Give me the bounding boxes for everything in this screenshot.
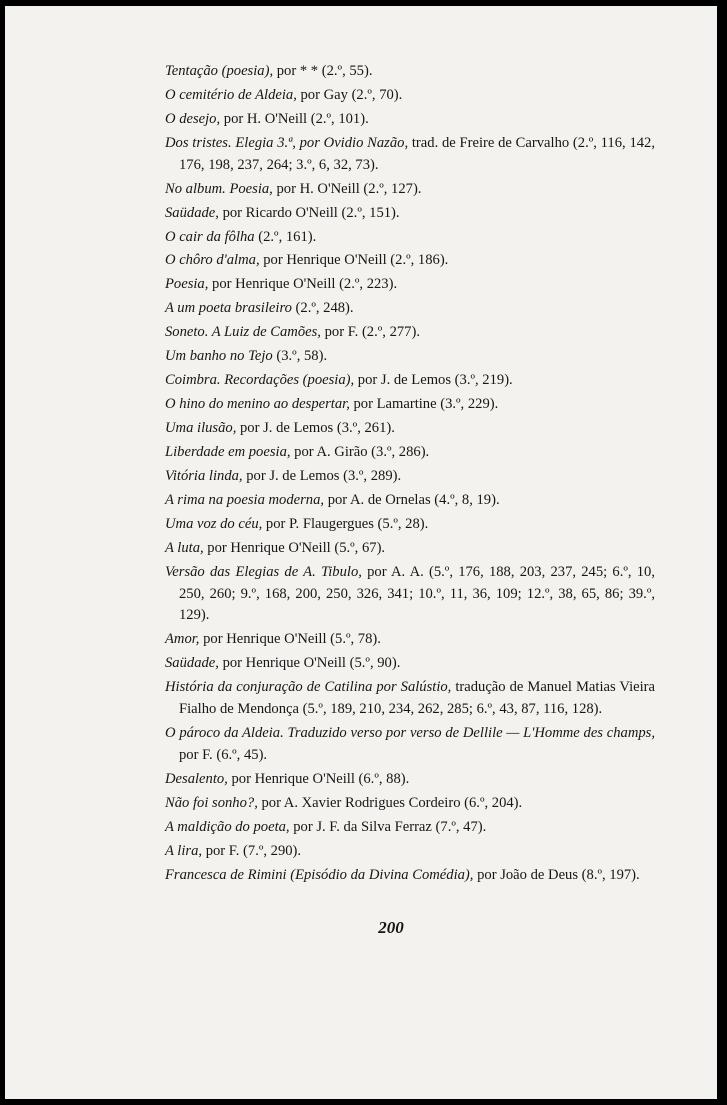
entry-title: Uma voz do céu,	[165, 516, 263, 533]
entry-details: por P. Flaugergues (5.º, 28).	[262, 516, 429, 533]
entry-title: Amor,	[165, 631, 200, 648]
index-entry	[165, 817, 655, 839]
entry-details: por Henrique O'Neill (5.º, 90).	[218, 655, 401, 672]
entry-details: (2.º, 161).	[254, 228, 317, 245]
entry-title: História da conjuração de Catilina por Salústio,	[165, 679, 452, 696]
entry-title: O chôro d'alma,	[165, 252, 260, 269]
entry-title: Não foi sonho?,	[165, 794, 258, 811]
index-entry	[165, 538, 655, 560]
index-entry	[165, 250, 655, 272]
index-entry	[165, 133, 655, 176]
entry-title: Tentação (poesia),	[165, 63, 274, 79]
entry-details: por Henrique O'Neill (2.º, 186).	[259, 252, 449, 269]
page-number: 200	[378, 918, 404, 937]
index-list	[165, 61, 655, 889]
entry-title: O cair da fôlha	[165, 228, 255, 245]
entry-details: por Lamartine (3.º, 229).	[349, 396, 499, 413]
entry-details: por H. O'Neill (2.º, 127).	[272, 180, 422, 197]
entry-details: por J. de Lemos (3.º, 261).	[236, 420, 395, 437]
entry-title: O hino do menino ao despertar,	[165, 396, 350, 413]
entry-details: por A. A. (5.º, 176, 188, 203, 237, 245; 6.º, 10, 250, 260; 9.º, 168, 200, 250, 326, 341; 10.º, 11, 36, 109; 12.º, 38, 65, 86; 39.º, 129).	[179, 564, 655, 624]
entry-title: Saüdade,	[165, 655, 219, 672]
index-entry	[165, 61, 655, 83]
entry-title: O desejo,	[165, 110, 221, 127]
index-entry	[165, 85, 655, 107]
index-entry	[165, 562, 655, 627]
entry-title: O pároco da Aldeia. Traduzido verso por verso de Dellile — L'Homme des champs,	[165, 725, 655, 741]
entry-title: A luta,	[165, 540, 204, 557]
index-entry	[165, 179, 655, 201]
index-entry	[165, 227, 655, 249]
entry-details: (3.º, 58).	[272, 348, 328, 365]
entry-title: Desalento,	[165, 770, 228, 787]
entry-title: A maldição do poeta,	[165, 818, 290, 835]
entry-details: por Henrique O'Neill (2.º, 223).	[208, 276, 398, 293]
entry-title: Francesca de Rimini (Episódio da Divina Comédia),	[165, 866, 474, 883]
entry-details: por H. O'Neill (2.º, 101).	[220, 110, 369, 127]
index-entry	[165, 322, 655, 344]
entry-details: por A. Xavier Rodrigues Cordeiro (6.º, 204).	[257, 794, 523, 811]
index-entry	[165, 490, 655, 512]
index-entry	[165, 653, 655, 675]
entry-title: Coimbra. Recordações (poesia),	[165, 372, 355, 389]
index-entry	[165, 274, 655, 296]
index-entry	[165, 677, 655, 720]
entry-details: (2.º, 248).	[291, 300, 354, 317]
entry-details: por Henrique O'Neill (5.º, 78).	[199, 631, 381, 648]
entry-details: por A. de Ornelas (4.º, 8, 19).	[324, 492, 500, 509]
entry-details: por F. (6.º, 45).	[179, 746, 268, 763]
entry-details: por Henrique O'Neill (5.º, 67).	[203, 540, 386, 557]
entry-title: Vitória linda,	[165, 468, 243, 485]
index-entry	[165, 442, 655, 464]
entry-title: A lira,	[165, 842, 203, 859]
entry-details: por * * (2.º, 55).	[273, 63, 373, 79]
index-entry	[165, 394, 655, 416]
entry-title: A um poeta brasileiro	[165, 300, 292, 317]
entry-title: A rima na poesia moderna,	[165, 492, 325, 509]
index-entry	[165, 629, 655, 651]
entry-title: O cemitério de Aldeia,	[165, 86, 297, 103]
entry-title: Poesia,	[165, 276, 209, 293]
entry-details: por F. (7.º, 290).	[202, 842, 302, 859]
page	[5, 6, 717, 1099]
index-entry	[165, 865, 655, 887]
entry-title: Liberdade em poesia,	[165, 444, 291, 461]
entry-details: por Gay (2.º, 70).	[296, 86, 403, 103]
index-entry	[165, 109, 655, 131]
entry-title: Dos tristes. Elegia 3.ª, por Ovidio Nazão,	[165, 134, 409, 151]
entry-details: por Henrique O'Neill (6.º, 88).	[227, 770, 410, 787]
index-entry	[165, 514, 655, 536]
entry-details: por J. de Lemos (3.º, 219).	[354, 372, 513, 389]
index-entry	[165, 418, 655, 440]
entry-details: tradução de Manuel Matias Vieira Fialho de Mendonça (5.º, 189, 210, 234, 262, 285; 6.º, 43, 87, 116, 128).	[179, 679, 655, 718]
entry-details: trad. de Freire de Carvalho (2.º, 116, 142, 176, 198, 237, 264; 3.º, 6, 32, 73).	[179, 134, 655, 173]
index-entry	[165, 466, 655, 488]
entry-title: Um banho no Tejo	[165, 348, 273, 365]
index-entry	[165, 793, 655, 815]
index-entry	[165, 841, 655, 863]
entry-title: Soneto. A Luiz de Camões,	[165, 324, 321, 341]
entry-title: Versão das Elegias de A. Tibulo,	[165, 564, 362, 581]
entry-details: por F. (2.º, 277).	[320, 324, 420, 341]
entry-title: No album. Poesia,	[165, 180, 273, 197]
entry-details: por Ricardo O'Neill (2.º, 151).	[218, 204, 400, 221]
entry-title: Uma ilusão,	[165, 420, 237, 437]
entry-details: por A. Girão (3.º, 286).	[290, 444, 430, 461]
index-entry	[165, 298, 655, 320]
entry-details: por J. de Lemos (3.º, 289).	[242, 468, 402, 485]
index-entry	[165, 370, 655, 392]
index-entry	[165, 203, 655, 225]
index-entry	[165, 723, 655, 766]
index-entry	[165, 769, 655, 791]
entry-details: por J. F. da Silva Ferraz (7.º, 47).	[289, 818, 487, 835]
entry-details: por João de Deus (8.º, 197).	[473, 866, 640, 883]
entry-title: Saüdade,	[165, 204, 219, 221]
index-entry	[165, 346, 655, 368]
